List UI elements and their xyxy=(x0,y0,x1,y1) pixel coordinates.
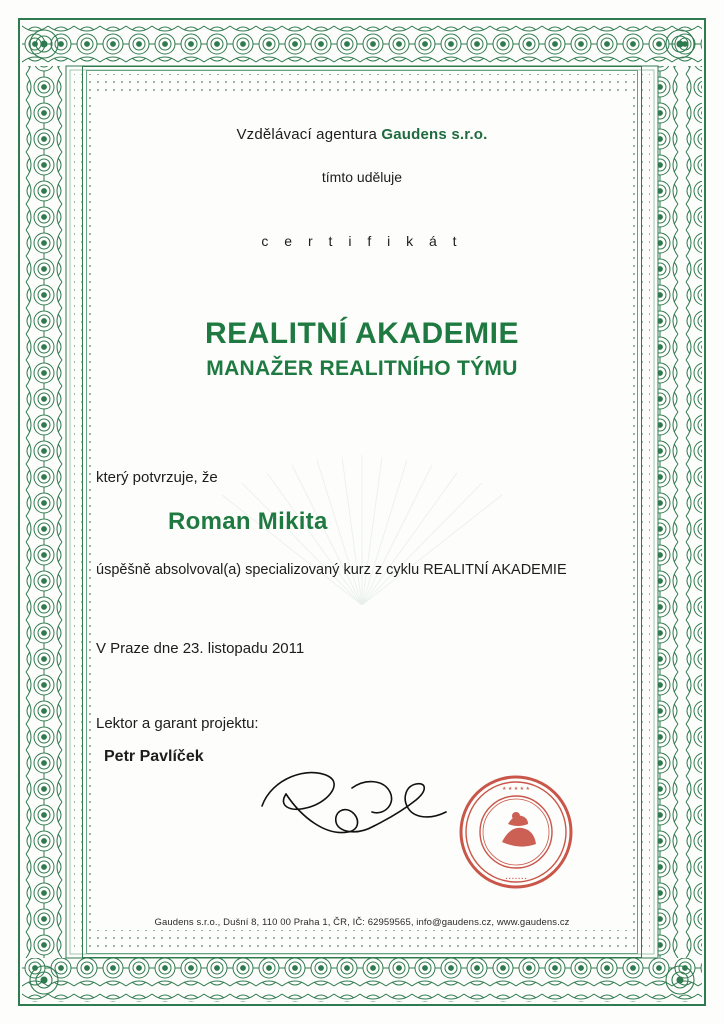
lector-label: Lektor a garant projektu: xyxy=(96,715,259,732)
signature-area xyxy=(96,766,628,886)
handwritten-signature-icon xyxy=(256,760,456,850)
awards-text: tímto uděluje xyxy=(321,169,403,185)
completion-text: úspěšně absolvoval(a) specializovaný kurz z cyklu REALITNÍ AKADEMIE xyxy=(96,562,567,578)
agency-line xyxy=(96,126,628,143)
certificate-content xyxy=(96,78,628,946)
certificate-word: c e r t i f i k á t xyxy=(261,233,463,249)
recipient-name: Roman Mikita xyxy=(168,508,328,535)
confirms-text: který potvrzuje, že xyxy=(96,469,218,486)
lector-name: Petr Pavlíček xyxy=(104,748,204,765)
certificate-title: REALITNÍ AKADEMIE xyxy=(204,317,520,350)
footer-contact-line: Gaudens s.r.o., Dušní 8, 110 00 Praha 1, ČR, IČ: 62959565, info@gaudens.cz, www.gaudens.cz xyxy=(154,917,570,928)
place-and-date: V Praze dne 23. listopadu 2011 xyxy=(96,640,305,657)
red-round-seal-stamp-icon xyxy=(456,772,576,892)
svg-text:▪ ▪ ▪ ▪ ▪ ▪ ▪: ▪ ▪ ▪ ▪ ▪ ▪ ▪ xyxy=(505,876,527,882)
certificate-subtitle: MANAŽER REALITNÍHO TÝMU xyxy=(206,357,518,380)
agency-prefix: Vzdělávací agentura xyxy=(236,126,382,143)
svg-text:★ ★ ★ ★ ★: ★ ★ ★ ★ ★ xyxy=(502,786,530,792)
agency-name: Gaudens s.r.o. xyxy=(381,126,488,143)
